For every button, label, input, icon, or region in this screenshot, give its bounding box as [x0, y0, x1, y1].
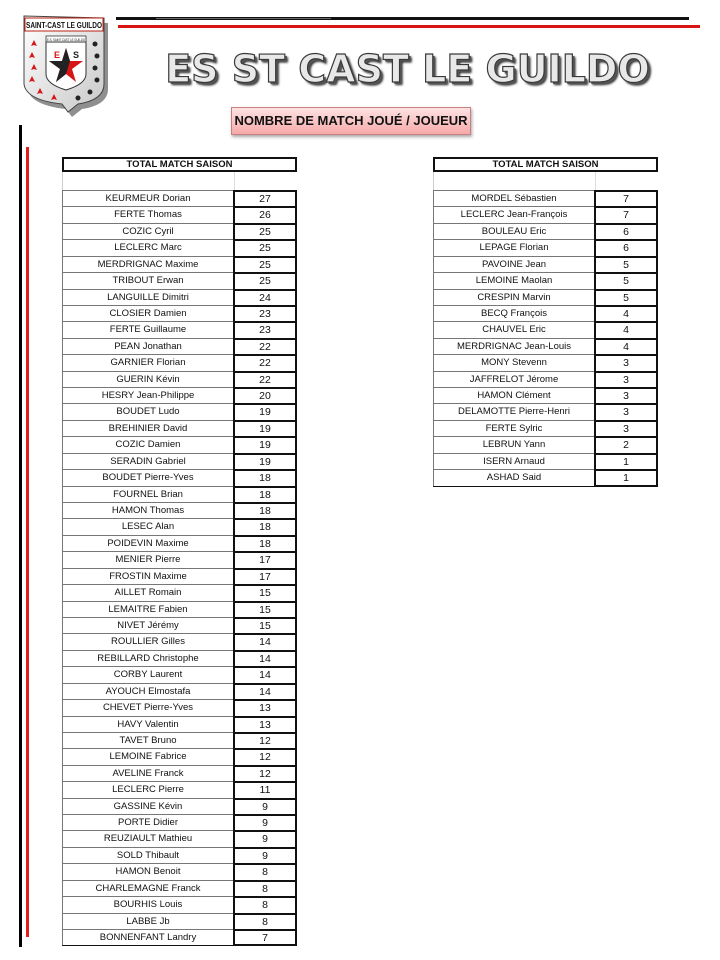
table-row	[62, 748, 297, 764]
match-count: 14	[233, 650, 297, 666]
player-name: ROULLIER Gilles	[62, 633, 233, 649]
table-body	[433, 190, 658, 487]
table-row	[62, 683, 297, 699]
match-count: 9	[233, 798, 297, 814]
match-count: 19	[233, 453, 297, 469]
player-name: MERDRIGNAC Jean-Louis	[433, 338, 594, 354]
table-row	[62, 765, 297, 781]
player-name: LESEC Alan	[62, 518, 233, 534]
match-count: 18	[233, 535, 297, 551]
table-row	[62, 781, 297, 797]
table-row	[433, 239, 658, 255]
match-count: 3	[594, 387, 658, 403]
player-name: CRESPIN Marvin	[433, 289, 594, 305]
player-name: BONNENFANT Landry	[62, 929, 233, 945]
player-name: AVELINE Franck	[62, 765, 233, 781]
match-count: 7	[594, 206, 658, 222]
table-row	[62, 650, 297, 666]
player-name: AILLET Romain	[62, 584, 233, 600]
player-name: LECLERC Jean-François	[433, 206, 594, 222]
match-count: 26	[233, 206, 297, 222]
table-row	[62, 518, 297, 534]
player-name: FERTE Guillaume	[62, 321, 233, 337]
table-row	[62, 913, 297, 929]
player-name: LANGUILLE Dimitri	[62, 289, 233, 305]
match-count: 25	[233, 256, 297, 272]
table-blank-row	[62, 172, 297, 190]
match-count: 13	[233, 716, 297, 732]
match-count: 19	[233, 403, 297, 419]
match-count: 3	[594, 371, 658, 387]
table-row	[62, 863, 297, 879]
player-name: REUZIAULT Mathieu	[62, 830, 233, 846]
table-row	[62, 354, 297, 370]
club-crest-logo	[20, 14, 110, 120]
player-name: CHEVET Pierre-Yves	[62, 699, 233, 715]
table-row	[433, 305, 658, 321]
match-count: 14	[233, 683, 297, 699]
match-count: 27	[233, 190, 297, 206]
player-name: ASHAD Said	[433, 469, 594, 485]
match-count: 19	[233, 420, 297, 436]
player-name: MORDEL Sébastien	[433, 190, 594, 206]
table-row	[433, 338, 658, 354]
table-row	[62, 896, 297, 912]
player-name: POIDEVIN Maxime	[62, 535, 233, 551]
player-name: JAFFRELOT Jérome	[433, 371, 594, 387]
table-row	[433, 387, 658, 403]
player-name: HAVY Valentin	[62, 716, 233, 732]
table-row	[62, 502, 297, 518]
player-name: ISERN Arnaud	[433, 453, 594, 469]
player-name: BOUDET Pierre-Yves	[62, 469, 233, 485]
table-row	[62, 453, 297, 469]
match-count: 23	[233, 305, 297, 321]
page-subtitle: NOMBRE DE MATCH JOUÉ / JOUEUR	[231, 107, 471, 135]
table-row	[62, 847, 297, 863]
side-rule-black	[19, 125, 22, 947]
player-name: BECQ François	[433, 305, 594, 321]
player-name: COZIC Cyril	[62, 223, 233, 239]
table-row	[62, 469, 297, 485]
value-column-bottom-border	[233, 944, 297, 946]
player-name: TAVET Bruno	[62, 732, 233, 748]
table-header: TOTAL MATCH SAISON	[62, 157, 297, 172]
player-name: GUERIN Kévin	[62, 371, 233, 387]
table-row	[62, 436, 297, 452]
player-name: COZIC Damien	[62, 436, 233, 452]
match-count: 15	[233, 617, 297, 633]
table-row	[62, 223, 297, 239]
player-name: CHAUVEL Eric	[433, 321, 594, 337]
player-name: LABBE Jb	[62, 913, 233, 929]
table-row	[62, 535, 297, 551]
match-count: 11	[233, 781, 297, 797]
match-count: 5	[594, 289, 658, 305]
match-count: 3	[594, 420, 658, 436]
table-row	[62, 321, 297, 337]
player-name: HAMON Thomas	[62, 502, 233, 518]
match-count: 23	[233, 321, 297, 337]
match-count: 9	[233, 814, 297, 830]
table-row	[62, 239, 297, 255]
player-name: LECLERC Marc	[62, 239, 233, 255]
table-blank-row	[433, 172, 658, 190]
match-count: 24	[233, 289, 297, 305]
match-count: 18	[233, 469, 297, 485]
player-name: GASSINE Kévin	[62, 798, 233, 814]
table-row	[433, 453, 658, 469]
table-row	[433, 206, 658, 222]
crest-inner-text: E.S. SAINT CAST LE GUILDO	[47, 38, 86, 42]
crest-letter-s: S	[73, 50, 80, 60]
player-name: PAVOINE Jean	[433, 256, 594, 272]
player-name: SERADIN Gabriel	[62, 453, 233, 469]
match-count: 18	[233, 502, 297, 518]
player-name: GARNIER Florian	[62, 354, 233, 370]
match-count: 7	[594, 190, 658, 206]
table-row	[62, 732, 297, 748]
table-row	[62, 830, 297, 846]
table-row	[62, 371, 297, 387]
match-count: 15	[233, 584, 297, 600]
match-count: 2	[594, 436, 658, 452]
table-row	[62, 716, 297, 732]
match-count: 18	[233, 518, 297, 534]
match-count: 4	[594, 321, 658, 337]
match-count: 3	[594, 354, 658, 370]
table-row	[433, 256, 658, 272]
match-count: 7	[233, 929, 297, 945]
table-header: TOTAL MATCH SAISON	[433, 157, 658, 172]
table-row	[62, 387, 297, 403]
player-name: HAMON Benoit	[62, 863, 233, 879]
value-column-bottom-border	[594, 485, 658, 487]
player-name: BREHINIER David	[62, 420, 233, 436]
match-count: 6	[594, 239, 658, 255]
player-name: BOURHIS Louis	[62, 896, 233, 912]
match-count: 12	[233, 748, 297, 764]
match-count: 5	[594, 256, 658, 272]
match-count: 6	[594, 223, 658, 239]
table-row	[433, 469, 658, 485]
table-row	[62, 190, 297, 206]
table-row	[62, 584, 297, 600]
match-count: 4	[594, 305, 658, 321]
player-name: CLOSIER Damien	[62, 305, 233, 321]
match-count: 22	[233, 354, 297, 370]
table-row	[433, 403, 658, 419]
table-row	[433, 354, 658, 370]
player-name: MENIER Pierre	[62, 551, 233, 567]
player-name: LEBRUN Yann	[433, 436, 594, 452]
table-row	[433, 223, 658, 239]
match-count: 18	[233, 486, 297, 502]
table-row	[62, 420, 297, 436]
player-name: BOULEAU Eric	[433, 223, 594, 239]
table-row	[62, 880, 297, 896]
player-name: HESRY Jean-Philippe	[62, 387, 233, 403]
table-row	[62, 666, 297, 682]
player-name: FERTE Thomas	[62, 206, 233, 222]
match-count: 15	[233, 601, 297, 617]
player-name: BOUDET Ludo	[62, 403, 233, 419]
player-name: FERTE Sylric	[433, 420, 594, 436]
player-name: LECLERC Pierre	[62, 781, 233, 797]
player-name: PEAN Jonathan	[62, 338, 233, 354]
match-count: 3	[594, 403, 658, 419]
match-count: 19	[233, 436, 297, 452]
player-name: FROSTIN Maxime	[62, 568, 233, 584]
table-row	[62, 617, 297, 633]
player-name: AYOUCH Elmostafa	[62, 683, 233, 699]
match-count: 13	[233, 699, 297, 715]
matches-table-right	[433, 157, 658, 487]
match-count: 20	[233, 387, 297, 403]
table-row	[62, 929, 297, 945]
match-count: 1	[594, 453, 658, 469]
table-row	[433, 371, 658, 387]
player-name: LEPAGE Florian	[433, 239, 594, 255]
table-row	[433, 272, 658, 288]
player-name: KEURMEUR Dorian	[62, 190, 233, 206]
table-row	[62, 486, 297, 502]
player-name: LEMOINE Fabrice	[62, 748, 233, 764]
table-row	[62, 699, 297, 715]
match-count: 8	[233, 896, 297, 912]
match-count: 12	[233, 732, 297, 748]
match-count: 25	[233, 223, 297, 239]
player-name: SOLD Thibault	[62, 847, 233, 863]
match-count: 14	[233, 633, 297, 649]
match-count: 17	[233, 568, 297, 584]
table-row	[62, 256, 297, 272]
table-row	[433, 289, 658, 305]
table-row	[62, 601, 297, 617]
match-count: 9	[233, 847, 297, 863]
crest-banner-text: SAINT-CAST LE GUILDO	[26, 21, 102, 30]
player-name: PORTE Didier	[62, 814, 233, 830]
crest-letter-e: E	[54, 50, 61, 60]
match-count: 17	[233, 551, 297, 567]
player-name: LEMOINE Maolan	[433, 272, 594, 288]
player-name: NIVET Jérémy	[62, 617, 233, 633]
table-row	[62, 403, 297, 419]
table-row	[433, 190, 658, 206]
player-name: FOURNEL Brian	[62, 486, 233, 502]
table-row	[62, 633, 297, 649]
matches-table-left	[62, 157, 297, 946]
table-row	[62, 305, 297, 321]
player-name: MERDRIGNAC Maxime	[62, 256, 233, 272]
match-count: 8	[233, 863, 297, 879]
match-count: 22	[233, 371, 297, 387]
player-name: REBILLARD Christophe	[62, 650, 233, 666]
table-row	[433, 321, 658, 337]
match-count: 4	[594, 338, 658, 354]
table-row	[433, 420, 658, 436]
player-name: HAMON Clément	[433, 387, 594, 403]
header-rule-red	[118, 25, 700, 28]
club-title: ES ST CAST LE GUILDO	[165, 47, 650, 91]
header-rule-black	[116, 17, 689, 20]
player-name: CHARLEMAGNE Franck	[62, 880, 233, 896]
player-name: TRIBOUT Erwan	[62, 272, 233, 288]
table-row	[62, 206, 297, 222]
match-count: 22	[233, 338, 297, 354]
player-name: MONY Stevenn	[433, 354, 594, 370]
match-count: 14	[233, 666, 297, 682]
table-row	[62, 272, 297, 288]
match-count: 12	[233, 765, 297, 781]
match-count: 5	[594, 272, 658, 288]
match-count: 25	[233, 272, 297, 288]
table-row	[62, 568, 297, 584]
match-count: 25	[233, 239, 297, 255]
table-row	[62, 814, 297, 830]
match-count: 8	[233, 913, 297, 929]
table-row	[62, 551, 297, 567]
match-count: 1	[594, 469, 658, 485]
table-row	[62, 338, 297, 354]
table-row	[433, 436, 658, 452]
player-name: DELAMOTTE Pierre-Henri	[433, 403, 594, 419]
side-rule-red	[26, 147, 29, 937]
player-name: CORBY Laurent	[62, 666, 233, 682]
player-name: LEMAITRE Fabien	[62, 601, 233, 617]
match-count: 9	[233, 830, 297, 846]
table-row	[62, 798, 297, 814]
match-count: 8	[233, 880, 297, 896]
table-body	[62, 190, 297, 946]
table-row	[62, 289, 297, 305]
